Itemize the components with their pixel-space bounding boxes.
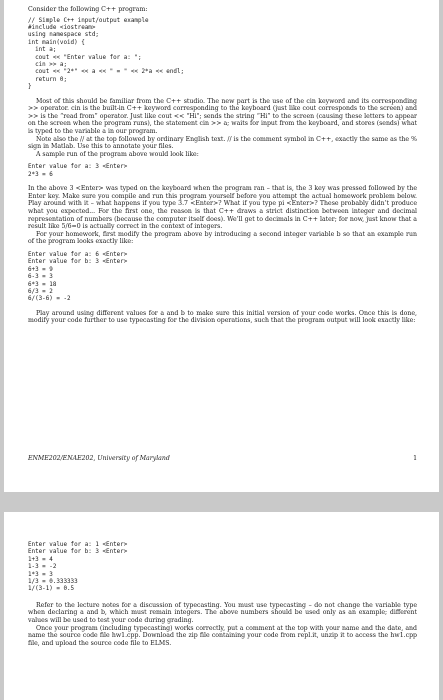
- output-line: 1*3 = 3: [28, 571, 53, 578]
- output-line: 6-3 = 3: [28, 274, 53, 281]
- document-page-1: [4, 0, 439, 492]
- output-line: 6/3 = 2: [28, 289, 53, 295]
- sample-run-2: [28, 252, 417, 304]
- page-number: 1: [413, 455, 417, 462]
- footer-course-label: ENME202/ENAE202, University of Maryland: [28, 455, 170, 462]
- output-line: Enter value for b: 3 <Enter>: [28, 259, 128, 266]
- sample-run-1: [28, 164, 417, 179]
- output-line: 1/(3-1) = 0.5: [28, 586, 75, 593]
- code-line: return 0;: [28, 76, 68, 83]
- code-line: // Simple C++ input/output example: [28, 17, 149, 24]
- paragraph-typecasting-task: Play around using different values for a and b to make sure this initial version of your code works. Once this is done, modify your code further to use typecasting for the division operations, such that the program output will look exactly like:: [28, 309, 417, 325]
- output-line: Enter value for a: 6 <Enter>: [28, 251, 128, 258]
- code-line: using namespace std;: [28, 32, 99, 39]
- paragraph-typecasting-reference: Refer to the lecture notes for a discussion of typecasting. You must use typecasting – do not change the variable type when declaring a and b, which must remain integers. The above numbers should be used only as an example; different values will be used to test your code during grading.: [28, 601, 417, 625]
- output-line: 6*3 = 18: [28, 281, 57, 288]
- paragraph-homework-instructions: For your homework, first modify the program above by introducing a second integer variable b so that an example run of the program looks exactly like:: [28, 230, 417, 246]
- output-line: 6/(3-6) = -2: [28, 296, 71, 303]
- code-line: cin >> a;: [28, 62, 68, 69]
- code-line: #include <iostream>: [28, 25, 96, 31]
- paragraph-cin-explanation: Most of this should be familiar from the C++ studio. The new part is the use of the cin keyword and its corresponding >> operator. cin is the built-in C++ keyword corresponding to the keyboard (just like cout corresponds to the screen) and >> is the “read from” operator. Just like cout << "Hi"; sends the string “Hi” to the screen (causing these letters to appear on the screen when the program runs), the statement cin >> a; waits for input from the keyboard, and stores (sends) what is typed to the variable a in our program.: [28, 97, 417, 136]
- code-line: int a;: [28, 47, 57, 54]
- output-line: 1-3 = -2: [28, 564, 57, 571]
- sample-run-3: [28, 542, 417, 594]
- page-separator: [0, 492, 443, 512]
- code-line: int main(void) {: [28, 39, 85, 46]
- output-line: Enter value for a: 3 <Enter>: [28, 164, 128, 171]
- paragraph-comment-symbol: Note also the // at the top followed by ordinary English text. // is the comment symbol in C++, exactly the same as the % sign in Matlab. Use this to annotate your files.: [28, 135, 417, 151]
- intro-text: Consider the following C++ program:: [28, 6, 148, 13]
- output-line: 1/3 = 0.333333: [28, 579, 78, 586]
- output-line: Enter value for a: 1 <Enter>: [28, 542, 128, 548]
- output-line: 2*3 = 6: [28, 171, 53, 178]
- output-line: 6+3 = 9: [28, 266, 53, 273]
- document-page-2: [4, 512, 439, 700]
- page-footer: [28, 455, 417, 462]
- output-line: 1+3 = 4: [28, 556, 53, 563]
- code-line: cout << "2*" << a << " = " << 2*a << endl;: [28, 69, 185, 76]
- code-listing: [28, 18, 417, 92]
- code-line: cout << "Enter value for a: ";: [28, 54, 142, 61]
- output-line: Enter value for b: 3 <Enter>: [28, 549, 128, 556]
- paragraph-sample-run-intro: A sample run of the program above would look like:: [36, 150, 199, 158]
- code-line: }: [28, 84, 32, 91]
- paragraph-integer-explanation: In the above 3 <Enter> was typed on the keyboard when the program ran – that is, the 3 key was pressed followed by the Enter key. Make sure you compile and run this program yourself before you attempt the actual homework problem below. Play around with it – what happens if you type 3.7 <Enter>? What if you type pi <Enter>? These probably didn’t produce what you expected... For the first one, the reason is that C++ draws a strict distinction between integer and decimal representation of numbers (because the computer itself does). We’ll get to decimals in C++ later; for now, just know that a result like 5/6=0 is actually correct in the context of integers.: [28, 185, 417, 231]
- paragraph-submission-instructions: Once your program (including typecasting) works correctly, put a comment at the top with your name and the date, and name the source code file hw1.cpp. Download the zip file containing your code from repl.it, unzip it to access the hw1.cpp file, and upload the source code file to ELMS.: [28, 624, 417, 647]
